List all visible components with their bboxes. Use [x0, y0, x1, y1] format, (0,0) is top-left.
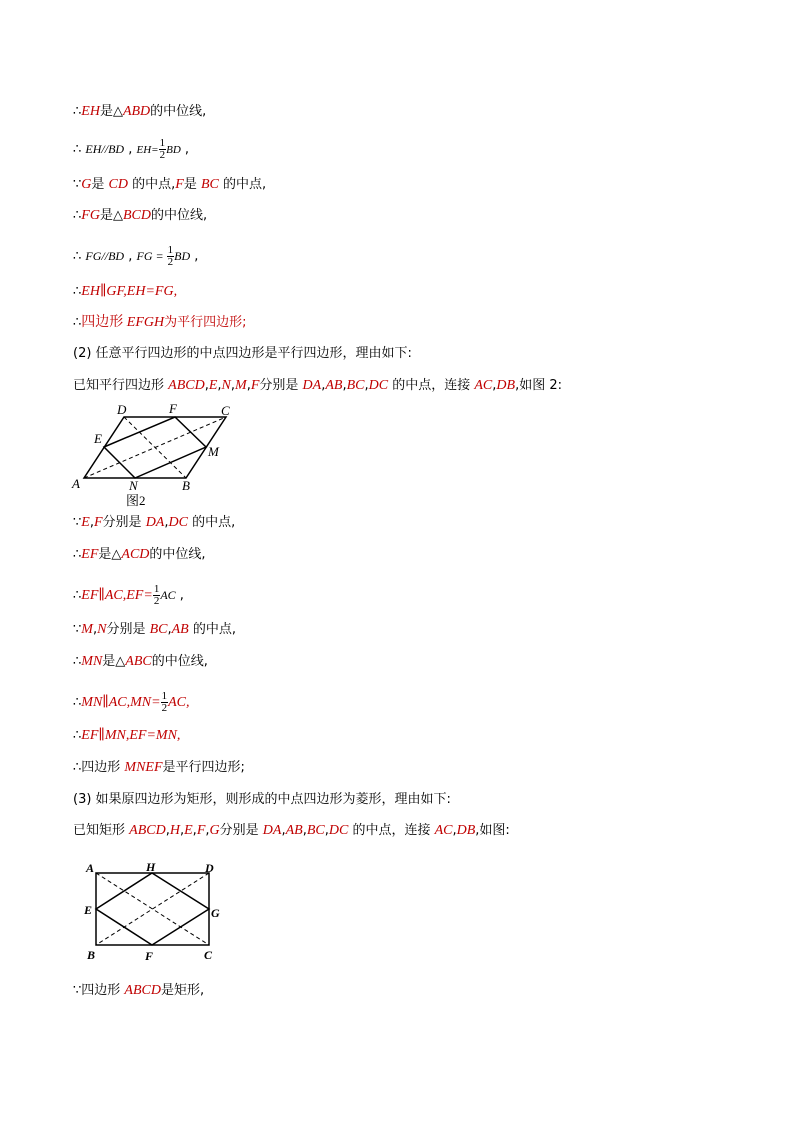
seg: AB [285, 823, 303, 838]
seg: 的中点, [128, 177, 176, 192]
seg: , [173, 284, 178, 299]
seg: = [152, 249, 167, 263]
seg: CD [108, 177, 128, 192]
seg: EFGH [126, 315, 165, 330]
denominator: 2 [167, 256, 174, 268]
label-d: D [117, 402, 127, 417]
seg: , [164, 515, 169, 530]
seg: BC [306, 823, 325, 838]
seg: F [196, 823, 206, 838]
seg: , [122, 588, 127, 603]
section-heading [73, 346, 412, 362]
therefore-symbol: ∴ [73, 284, 82, 299]
seg: 已知平行四边形 [73, 378, 169, 393]
seg: MN [81, 654, 103, 669]
seg: DC [168, 515, 188, 530]
figure-2-parallelogram [70, 400, 240, 510]
seg: AC [168, 695, 186, 710]
seg: , [124, 142, 137, 157]
seg: EH [85, 142, 102, 156]
seg: BD [174, 249, 191, 263]
proof-line [73, 138, 189, 161]
therefore-symbol: ∴ [73, 142, 82, 157]
seg: 是△ [99, 208, 123, 223]
seg: 的中点, [187, 515, 236, 530]
seg: , [192, 823, 197, 838]
seg: EF [81, 547, 99, 562]
seg: ∥ [98, 588, 105, 603]
seg: 的中点, [188, 622, 236, 637]
seg: , [217, 378, 222, 393]
seg: ,如图: [475, 823, 510, 838]
seg: , [123, 284, 127, 299]
seg: 的中位线, [149, 547, 206, 562]
therefore-symbol: ∴ [73, 315, 82, 330]
seg: DC [368, 378, 389, 393]
seg: MNEF [124, 760, 163, 775]
therefore-symbol: ∴ [73, 695, 82, 710]
label-f: F [145, 949, 154, 963]
therefore-symbol: ∴ [73, 104, 82, 119]
seg: DA [145, 515, 165, 530]
seg: BCD [122, 208, 151, 223]
seg: , [125, 728, 130, 743]
seg: FG [81, 208, 100, 223]
seg: ,如图 2: [515, 378, 562, 393]
seg: MN [130, 695, 152, 710]
seg: N [221, 378, 231, 393]
because-symbol: ∵ [73, 983, 82, 998]
proof-line [73, 245, 198, 268]
seg: (3) 如果原四边形为矩形，则形成的中点四边形为菱形，理由如下: [73, 792, 451, 807]
proof-line [73, 547, 206, 563]
seg: = [146, 728, 156, 743]
seg: // [101, 249, 109, 263]
label-e: E [94, 431, 102, 446]
seg: , [205, 823, 210, 838]
seg: ABCD [124, 983, 161, 998]
therefore-symbol: ∴ [73, 249, 82, 264]
seg: , [364, 378, 369, 393]
label-f: F [169, 401, 177, 416]
label-a: A [72, 476, 80, 491]
because-symbol: ∵ [73, 622, 82, 637]
seg: DA [262, 823, 282, 838]
label-d: D [205, 861, 214, 875]
fraction [159, 138, 167, 161]
fraction [167, 245, 175, 268]
therefore-symbol: ∴ [73, 654, 82, 669]
seg: AC [108, 695, 127, 710]
seg: 分别是 [106, 622, 150, 637]
seg: ABCD [129, 823, 166, 838]
seg: EH [136, 144, 152, 156]
seg: ABC [125, 654, 152, 669]
seg: E [208, 378, 218, 393]
seg: BC [200, 177, 219, 192]
numerator: 1 [161, 690, 168, 702]
seg: , [281, 823, 286, 838]
seg: M [235, 378, 247, 393]
label-n: N [129, 478, 138, 493]
seg: , [324, 823, 329, 838]
seg: 是△ [99, 104, 123, 119]
seg: AC [160, 588, 176, 602]
seg: AC [474, 378, 493, 393]
seg: BD [108, 249, 125, 263]
seg: EF [126, 588, 144, 603]
seg: F [175, 177, 184, 192]
label-c: C [204, 948, 213, 962]
seg: H [169, 823, 180, 838]
seg: 的中点，连接 [388, 378, 475, 393]
seg: AB [325, 378, 343, 393]
seg: (2) 任意平行四边形的中点四边形是平行四边形，理由如下: [73, 346, 412, 361]
seg: , [124, 249, 137, 264]
seg: FG [136, 249, 153, 263]
seg: AB [171, 622, 189, 637]
seg: 分别是 [219, 823, 263, 838]
seg: EF [81, 588, 99, 603]
seg: = [151, 144, 159, 156]
seg: EH [81, 104, 100, 119]
seg: M [81, 622, 93, 637]
seg: F [250, 378, 260, 393]
seg: ABCD [168, 378, 205, 393]
seg: ABD [122, 104, 151, 119]
seg: BC [149, 622, 168, 637]
seg: DB [496, 378, 516, 393]
seg: FG [85, 249, 102, 263]
seg: E [184, 823, 193, 838]
seg: 的中点, [218, 177, 267, 192]
proof-line [73, 760, 245, 776]
numerator: 1 [167, 244, 174, 256]
seg: MN [81, 695, 103, 710]
seg: ∥ [102, 695, 109, 710]
because-symbol: ∵ [73, 177, 82, 192]
seg: 已知矩形 [73, 823, 130, 838]
label-e: E [84, 903, 93, 917]
proof-line [73, 728, 180, 744]
seg: , [342, 378, 347, 393]
seg: , [167, 622, 172, 637]
seg: F [93, 515, 103, 530]
seg: , [165, 823, 170, 838]
seg: ∥ [98, 728, 105, 743]
seg: DA [302, 378, 322, 393]
therefore-symbol: ∴ [73, 728, 82, 743]
denominator: 2 [153, 595, 160, 607]
seg: 是 [183, 177, 201, 192]
seg: 分别是 [259, 378, 303, 393]
seg: FG [154, 284, 174, 299]
label-b: B [87, 948, 96, 962]
seg: 的中点，连接 [348, 823, 435, 838]
seg: 的中位线, [150, 208, 208, 223]
seg: , [89, 515, 94, 530]
seg: , [126, 695, 131, 710]
seg: 分别是 [102, 515, 146, 530]
because-symbol: ∵ [73, 515, 82, 530]
seg: EH [81, 284, 100, 299]
proof-line [73, 823, 510, 839]
seg: , [302, 823, 307, 838]
numerator: 1 [153, 583, 160, 595]
seg: MN [155, 728, 177, 743]
seg: , [452, 823, 457, 838]
figure-3-rectangle [78, 858, 228, 966]
seg: , [180, 142, 190, 157]
seg: , [92, 622, 98, 637]
seg: , [179, 823, 185, 838]
seg: , [185, 695, 190, 710]
proof-line [73, 208, 207, 224]
seg: ACD [121, 547, 150, 562]
therefore-symbol: ∴ [73, 588, 82, 603]
seg: ∥ [99, 284, 107, 299]
therefore-symbol: ∴ [73, 760, 82, 775]
seg: 是 [91, 177, 109, 192]
proof-line [73, 622, 236, 638]
seg: 是平行四边形; [162, 760, 245, 775]
fraction [161, 691, 169, 714]
seg: DB [456, 823, 476, 838]
section-heading [73, 792, 451, 808]
label-a: A [86, 861, 95, 875]
proof-line [73, 983, 204, 999]
therefore-symbol: ∴ [73, 547, 82, 562]
seg: = [143, 588, 153, 603]
numerator: 1 [159, 137, 166, 149]
seg: N [97, 622, 107, 637]
proof-line [73, 177, 266, 193]
seg: E [81, 515, 90, 530]
figure-caption: 图2 [126, 493, 146, 508]
denominator: 2 [159, 149, 166, 161]
denominator: 2 [161, 702, 168, 714]
seg: , [321, 378, 326, 393]
seg: 是矩形, [160, 983, 205, 998]
proof-line [73, 691, 189, 714]
seg: MN [104, 728, 126, 743]
seg: AC [104, 588, 123, 603]
seg: = [145, 284, 155, 299]
seg: AC [434, 823, 453, 838]
proof-line [73, 378, 562, 394]
proof-line [73, 584, 184, 607]
proof-line [73, 315, 247, 331]
seg: 四边形 [81, 983, 125, 998]
seg: , [175, 588, 184, 603]
seg: BC [346, 378, 365, 393]
seg: , [190, 249, 199, 264]
label-g: G [211, 906, 220, 920]
seg: 为平行四边形; [164, 315, 247, 330]
therefore-symbol: ∴ [73, 208, 82, 223]
seg: // [101, 142, 109, 156]
proof-line [73, 284, 177, 300]
seg: , [176, 728, 181, 743]
seg: EH [126, 284, 146, 299]
seg: DC [328, 823, 349, 838]
label-c: C [221, 403, 230, 418]
seg: 是△ [98, 547, 122, 562]
seg: 四边形 [81, 315, 127, 330]
seg: 是△ [102, 654, 126, 669]
seg: 的中位线, [151, 654, 208, 669]
proof-line [73, 654, 208, 670]
seg: , [204, 378, 209, 393]
proof-line [73, 104, 206, 120]
seg: , [230, 378, 236, 393]
seg: , [246, 378, 251, 393]
seg: G [209, 823, 220, 838]
seg: BD [166, 144, 181, 156]
label-m: M [208, 444, 219, 459]
seg: 的中位线, [150, 104, 207, 119]
label-h: H [146, 860, 156, 874]
seg: 四边形 [81, 760, 125, 775]
seg: BD [108, 142, 125, 156]
seg: EF [81, 728, 99, 743]
label-b: B [182, 478, 190, 493]
seg: EF [129, 728, 147, 743]
seg: , [492, 378, 497, 393]
seg: G [81, 177, 92, 192]
proof-line [73, 515, 235, 531]
seg: GF [106, 284, 124, 299]
seg: = [151, 695, 161, 710]
